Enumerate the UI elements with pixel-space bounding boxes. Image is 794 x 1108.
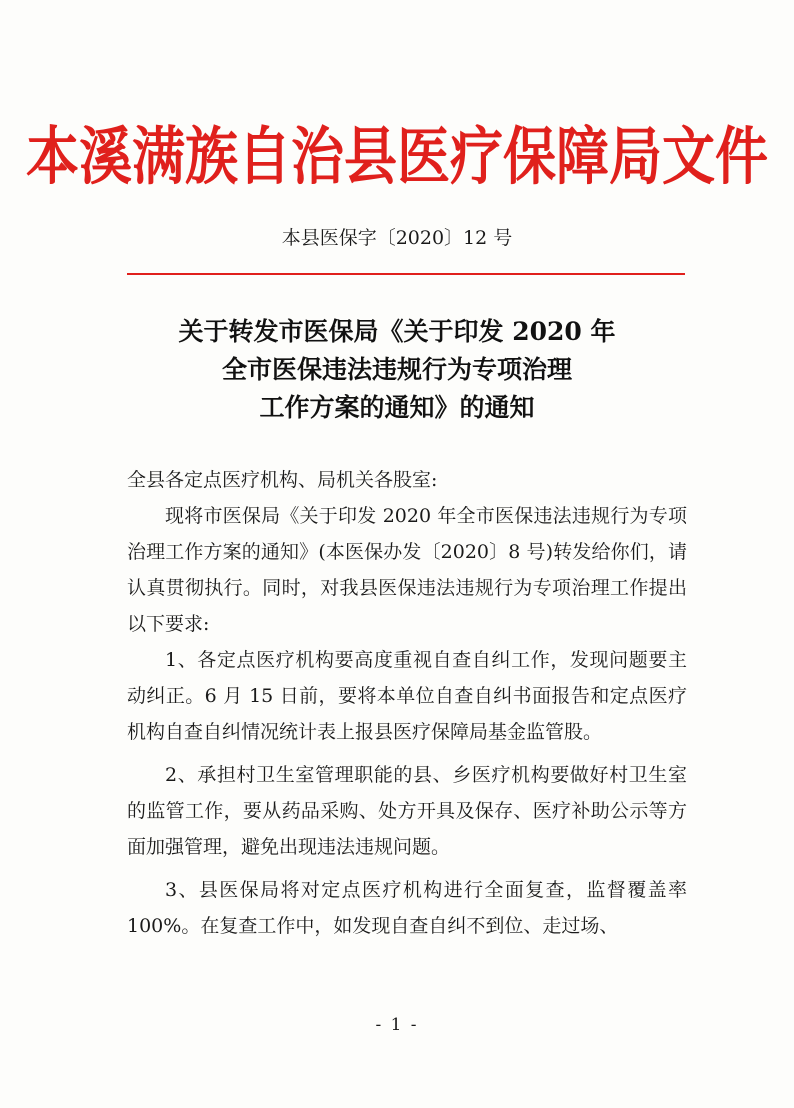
document-number: 本县医保字〔2020〕12 号 bbox=[281, 227, 513, 249]
document-header-title: 本溪满族自治县医疗保障局文件 bbox=[26, 121, 768, 194]
paragraph-item-1: 1、各定点医疗机构要高度重视自查自纠工作，发现问题要主动纠正。6 月 15 日前，要将本单位自查自纠书面报告和定点医疗机构自查自纠情况统计表上报县医疗保障局基金监管股。 bbox=[127, 649, 687, 743]
paragraph-item-2: 2、承担村卫生室管理职能的县、乡医疗机构要做好村卫生室的监管工作，要从药品采购、处方开具及保存、医疗补助公示等方面加强管理，避免出现违法违规问题。 bbox=[127, 764, 687, 858]
document-body bbox=[127, 462, 687, 944]
red-divider-line bbox=[127, 273, 685, 275]
notice-title-line-3: 工作方案的通知》的通知 bbox=[259, 393, 535, 422]
paragraph-intro: 现将市医保局《关于印发 2020 年全市医保违法违规行为专项治理工作方案的通知》(本医保办发〔2020〕8 号)转发给你们，请认真贯彻执行。同时，对我县医保违法违规行为专项治理工作提出以下要求: bbox=[127, 505, 687, 635]
page-number: - 1 - bbox=[375, 1015, 419, 1035]
salutation: 全县各定点医疗机构、局机关各股室: bbox=[127, 469, 438, 491]
paragraph-item-3: 3、县医保局将对定点医疗机构进行全面复查，监督覆盖率 100%。在复查工作中，如发现自查自纠不到位、走过场、 bbox=[127, 879, 687, 937]
notice-title bbox=[0, 313, 794, 427]
notice-title-line-1: 关于转发市医保局《关于印发 2020 年 bbox=[178, 317, 616, 346]
notice-title-line-2: 全市医保违法违规行为专项治理 bbox=[221, 355, 572, 384]
